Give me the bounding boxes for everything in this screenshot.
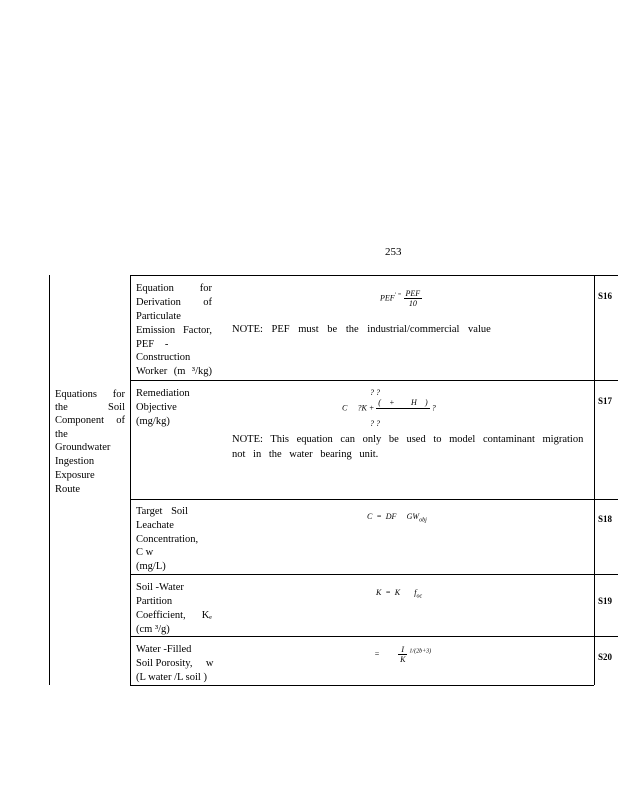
equation-remediation-objective: ? ? C   ?K + $\frac{(  +    H  )}{ }$ ? ? ? [342, 388, 436, 428]
section-label-line: Ingestion [55, 456, 95, 467]
equation-pef: PEF' = $\frac{\text{PEF}}{10}$ [380, 289, 421, 308]
row-name-line: Emission Factor, [136, 325, 212, 336]
row-note: not in the water bearing unit. [232, 449, 379, 460]
equation-id: S18 [598, 514, 613, 524]
section-label-line: Groundwater [55, 442, 111, 453]
row-name-line: PEF  - [136, 339, 169, 350]
section-label-line: Equations for [55, 389, 125, 400]
row-name-line: (mg/L) [136, 561, 166, 572]
row-name-line: Equation for [136, 283, 212, 294]
row-name-line: Leachate [136, 520, 174, 531]
row-divider-1 [130, 380, 618, 381]
page-number: 253 [385, 246, 402, 258]
equation-partition-coefficient: K = K   $f_{oc}$ [376, 588, 423, 600]
row-name-line: Concentration, [136, 534, 199, 545]
row-divider-2 [130, 499, 618, 500]
equation-water-filled-porosity:   =     $\frac{I}{K}$ $^{1/(2b+3)}$ [366, 645, 432, 664]
section-label-line: Component of [55, 415, 125, 426]
row-note: NOTE: PEF must be the industrial/commercial value [232, 324, 491, 335]
row-name-line: (mg/kg) [136, 416, 170, 427]
row-note: NOTE: This equation can only be used to model contaminant migration [232, 434, 584, 445]
row-name-line: Particulate [136, 311, 181, 322]
row-name-line: Partition [136, 596, 173, 607]
section-label-line: the Soil [55, 402, 125, 413]
row-name-line: Coefficient, Kₑ [136, 610, 212, 621]
row-name-line: Objective [136, 402, 177, 413]
section-label-line: Route [55, 484, 81, 495]
table-bottom-border [130, 685, 594, 686]
equation-id: S19 [598, 596, 613, 606]
row-name-line: (cm ³/g) [136, 624, 170, 635]
row-name-line: Remediation [136, 388, 190, 399]
table-inner-border [130, 275, 131, 685]
row-name-line: Water -Filled [136, 644, 192, 655]
row-name-line: Target Soil [136, 506, 188, 517]
equation-id: S20 [598, 652, 613, 662]
section-label-line: Exposure [55, 470, 95, 481]
table-eqid-border [594, 275, 595, 685]
table-left-border [49, 275, 50, 685]
equation-target-leachate: C = DF $ GW_{obj}$ [367, 512, 427, 524]
section-label-line: the [55, 429, 68, 440]
row-name-line: Derivation of [136, 297, 212, 308]
table-top-border [130, 275, 618, 276]
row-name-line: Soil Porosity,   w [136, 658, 214, 669]
row-name-line: Worker (m ³/kg) [136, 366, 212, 377]
row-name-line: C w [136, 547, 154, 558]
equation-id: S16 [598, 291, 613, 301]
equation-id: S17 [598, 396, 613, 406]
row-divider-3 [130, 574, 618, 575]
row-name-line: (L water /L soil ) [136, 672, 207, 683]
row-name-line: Construction [136, 352, 191, 363]
row-name-line: Soil -Water [136, 582, 184, 593]
